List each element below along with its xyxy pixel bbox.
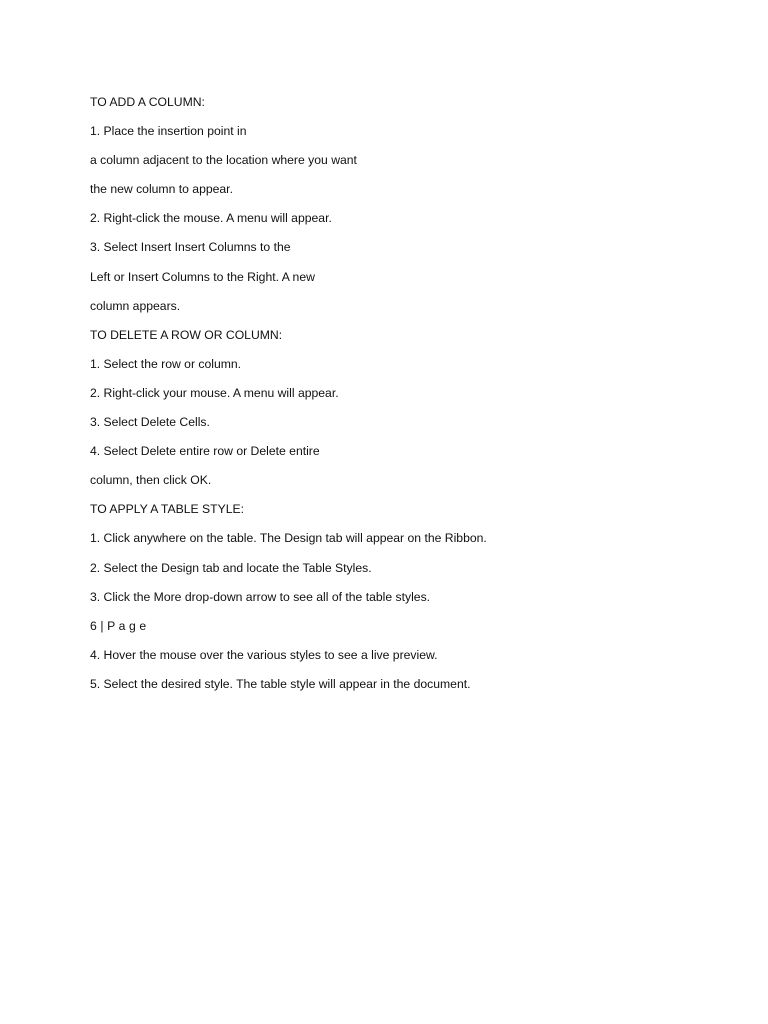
delete-step-2: 2. Right-click your mouse. A menu will appear. [90, 385, 339, 400]
delete-step-4-cont: column, then click OK. [90, 473, 212, 488]
style-step-4: 4. Hover the mouse over the various styles to see a live preview. [90, 647, 438, 662]
style-step-2: 2. Select the Design tab and locate the Table Styles. [90, 560, 372, 575]
document-body [90, 92, 730, 703]
style-step-5: 5. Select the desired style. The table style will appear in the document. [90, 676, 471, 691]
add-column-step-3-cont: Left or Insert Columns to the Right. A new [90, 269, 315, 284]
add-column-step-3: 3. Select Insert Insert Columns to the [90, 240, 291, 255]
add-column-step-3-cont-2: column appears. [90, 298, 181, 313]
add-column-step-1: 1. Place the insertion point in [90, 124, 247, 139]
heading-add-column: TO ADD A COLUMN: [90, 95, 205, 109]
delete-step-4: 4. Select Delete entire row or Delete entire [90, 444, 320, 459]
heading-delete-row-column: TO DELETE A ROW OR COLUMN: [90, 327, 283, 342]
add-column-step-1-cont: a column adjacent to the location where you want [90, 153, 357, 168]
add-column-step-2: 2. Right-click the mouse. A menu will appear. [90, 211, 332, 226]
style-step-1: 1. Click anywhere on the table. The Design tab will appear on the Ribbon. [90, 531, 487, 546]
heading-apply-table-style: TO APPLY A TABLE STYLE: [90, 502, 245, 517]
style-step-3: 3. Click the More drop-down arrow to see all of the table styles. [90, 589, 431, 604]
page-number-marker: 6 | P a g e [90, 618, 147, 633]
delete-step-3: 3. Select Delete Cells. [90, 415, 210, 430]
delete-step-1: 1. Select the row or column. [90, 356, 242, 371]
add-column-step-1-cont-2: the new column to appear. [90, 182, 233, 197]
